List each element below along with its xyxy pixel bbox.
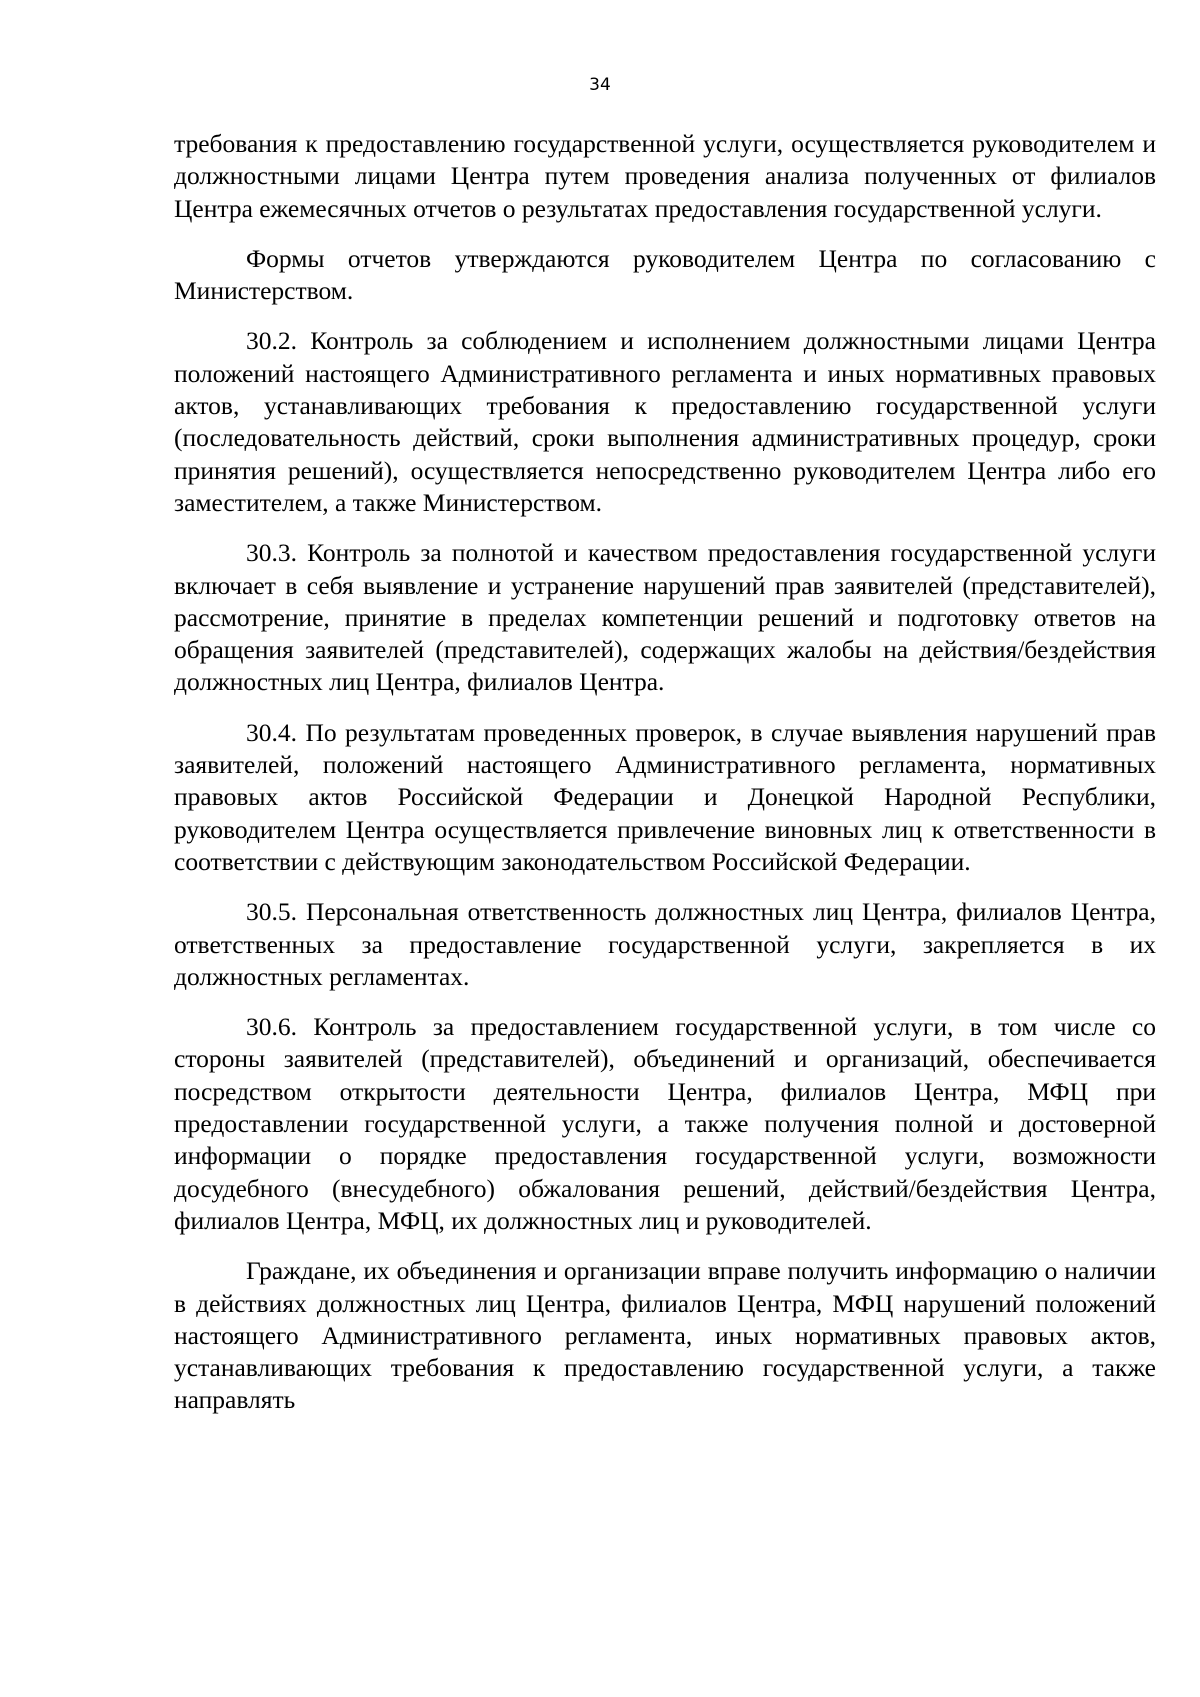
page-number: 34 [589, 75, 611, 95]
paragraph-30-3: 30.3. Контроль за полнотой и качеством предоставления государственной услуги включает в себя выявление и устранение нарушений прав заявителей (представителей), рассмотрение, принятие в пределах компетенции решений и подготовку ответов на обращения заявителей (представителей), содержащих жалобы на действия/бездействия должностных лиц Центра, филиалов Центра. [174, 538, 1156, 697]
paragraph-citizens: Граждане, их объединения и организации вправе получить информацию о наличии в действиях должностных лиц Центра, филиалов Центра, МФЦ нарушений положений настоящего Административного регламента, иных нормативных правовых актов, устанавливающих требования к предоставлению государственной услуги, а также направлять [174, 1256, 1156, 1415]
paragraph-30-5: 30.5. Персональная ответственность должностных лиц Центра, филиалов Центра, ответственных за предоставление государственной услуги, закрепляется в их должностных регламентах. [174, 897, 1156, 991]
paragraph-30-6: 30.6. Контроль за предоставлением государственной услуги, в том числе со стороны заявителей (представителей), объединений и организаций, обеспечивается посредством открытости деятельности Центра, филиалов Центра, МФЦ при предоставлении государственной услуги, а также получения полной и достоверной информации о порядке предоставления государственной услуги, возможности досудебного (внесудебного) обжалования решений, действий/бездействия Центра, филиалов Центра, МФЦ, их должностных лиц и руководителей. [174, 1012, 1156, 1235]
paragraph-30-2: 30.2. Контроль за соблюдением и исполнением должностными лицами Центра положений настоящего Административного регламента и иных нормативных правовых актов, устанавливающих требования к предоставлению государственной услуги (последовательность действий, сроки выполнения административных процедур, сроки принятия решений), осуществляется непосредственно руководителем Центра либо его заместителем, а также Министерством. [174, 326, 1156, 517]
paragraph-report-forms: Формы отчетов утверждаются руководителем Центра по согласованию с Министерством. [174, 243, 1156, 306]
paragraph-continuation: требования к предоставлению государственной услуги, осуществляется руководителем и должностными лицами Центра путем проведения анализа полученных от филиалов Центра ежемесячных отчетов о результатах предоставления государственной услуги. [174, 129, 1156, 223]
paragraph-30-4: 30.4. По результатам проведенных проверок, в случае выявления нарушений прав заявителей, положений настоящего Административного регламента, нормативных правовых актов Российской Федерации и Донецкой Народной Республики, руководителем Центра осуществляется привлечение виновных лиц к ответственности в соответствии с действующим законодательством Российской Федерации. [174, 717, 1156, 876]
document-body [174, 128, 1156, 1417]
